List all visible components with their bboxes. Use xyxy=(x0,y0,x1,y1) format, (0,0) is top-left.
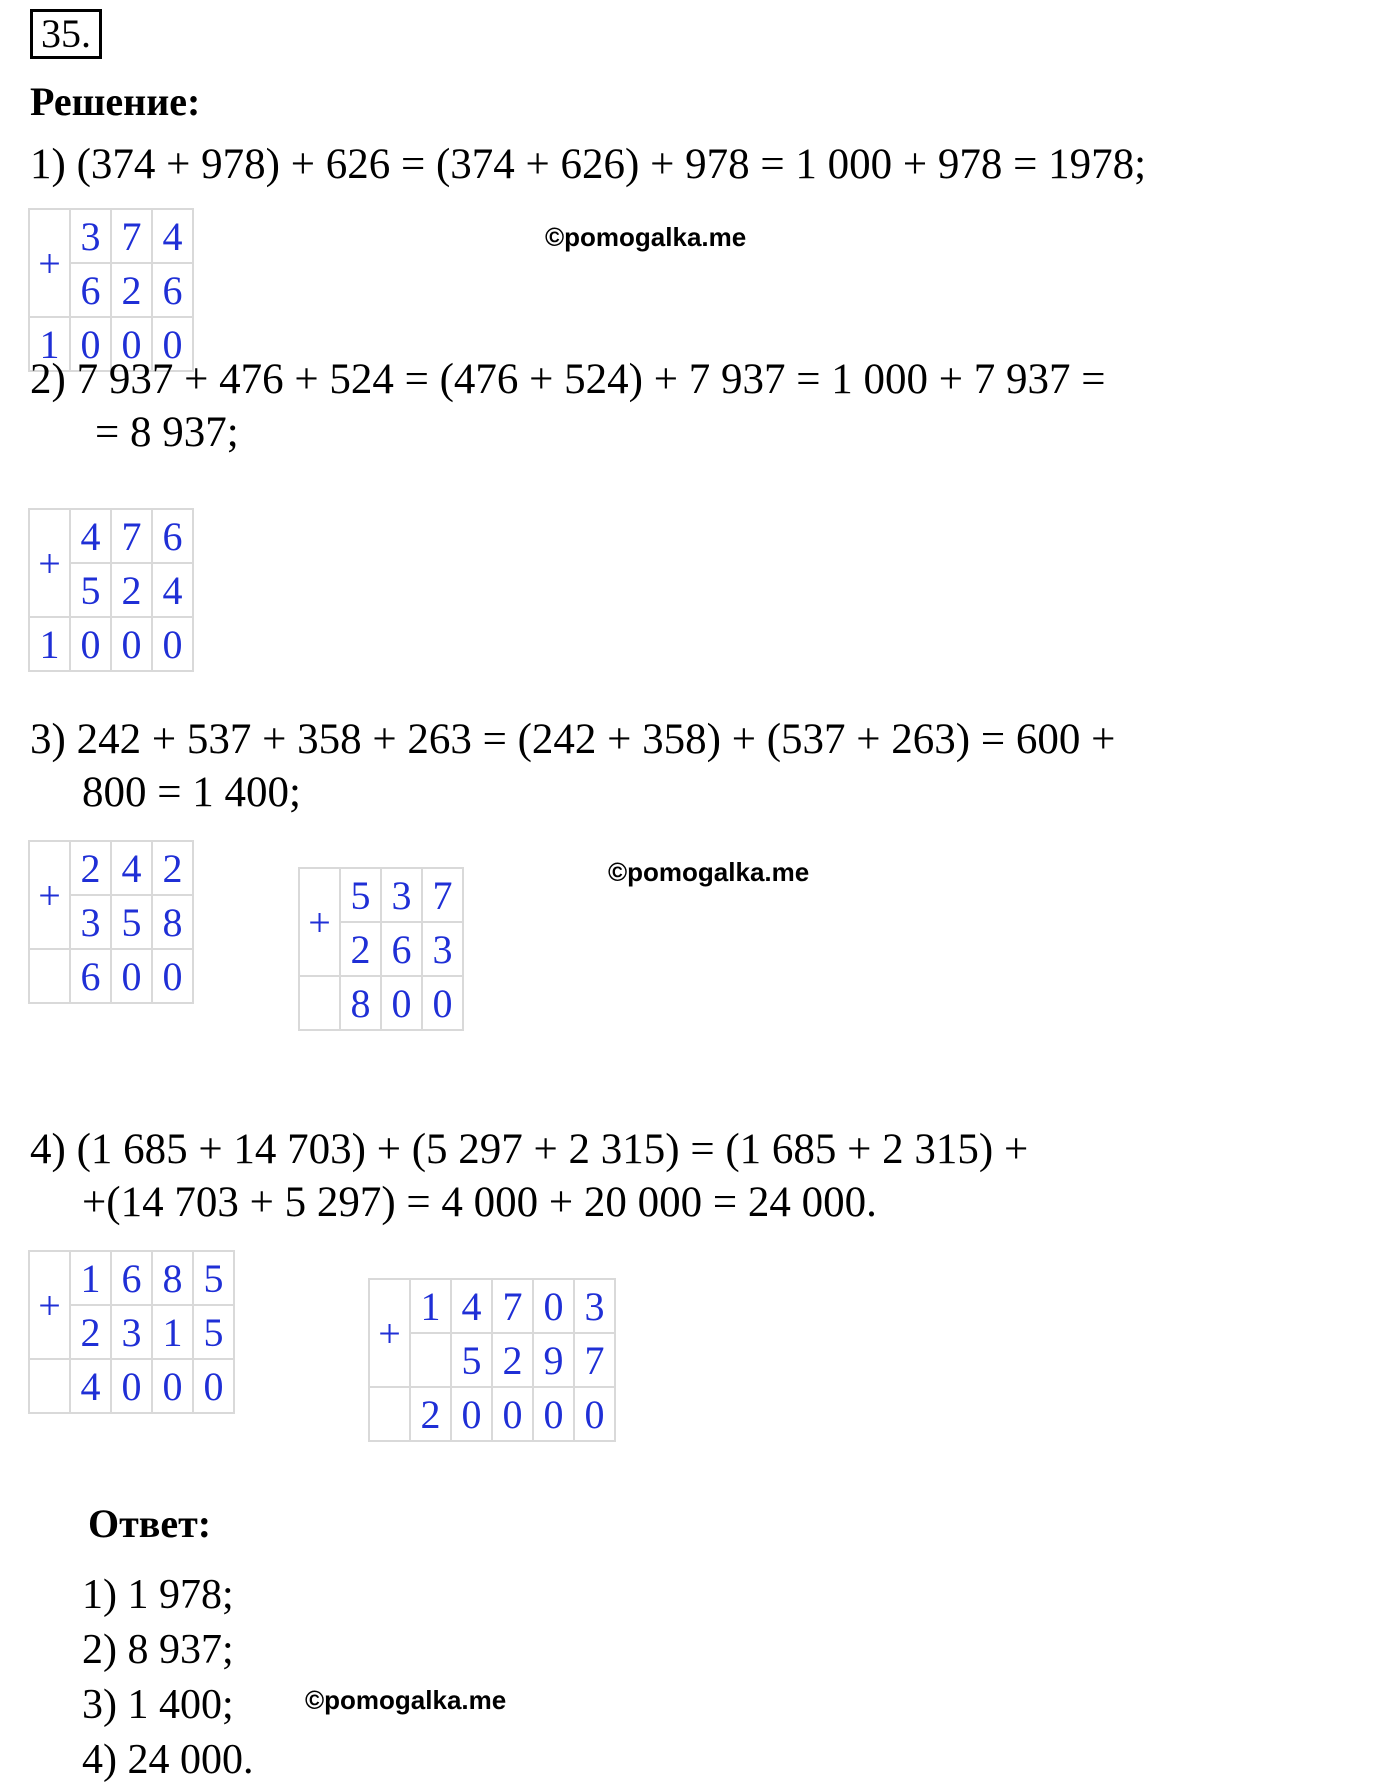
digit: 4 xyxy=(111,841,152,895)
digit: 0 xyxy=(152,617,193,671)
digit: 4 xyxy=(70,1359,111,1413)
answer-item: 3) 1 400; xyxy=(82,1682,234,1728)
digit xyxy=(299,976,340,1030)
digit: 2 xyxy=(70,1305,111,1359)
digit: 2 xyxy=(111,263,152,317)
plus-sign: + xyxy=(29,209,70,317)
digit: 0 xyxy=(451,1387,492,1441)
digit: 7 xyxy=(111,209,152,263)
digit: 2 xyxy=(70,841,111,895)
plus-sign: + xyxy=(29,509,70,617)
digit: 6 xyxy=(152,263,193,317)
digit: 8 xyxy=(152,895,193,949)
digit: 5 xyxy=(193,1305,234,1359)
answer-heading: Ответ: xyxy=(88,1501,212,1546)
digit: 1 xyxy=(29,617,70,671)
solution-line-3b: 800 = 1 400; xyxy=(82,769,301,816)
digit: 7 xyxy=(492,1279,533,1333)
digit: 0 xyxy=(111,1359,152,1413)
digit: 4 xyxy=(451,1279,492,1333)
digit: 0 xyxy=(193,1359,234,1413)
digit: 2 xyxy=(340,922,381,976)
digit: 5 xyxy=(111,895,152,949)
digit: 2 xyxy=(492,1333,533,1387)
answer-item: 4) 24 000. xyxy=(82,1737,254,1783)
digit: 6 xyxy=(111,1251,152,1305)
digit: 6 xyxy=(381,922,422,976)
digit: 6 xyxy=(70,949,111,1003)
digit: 0 xyxy=(152,949,193,1003)
digit: 0 xyxy=(422,976,463,1030)
column-addition-6 xyxy=(368,1278,616,1442)
digit: 0 xyxy=(70,617,111,671)
digit: 3 xyxy=(70,209,111,263)
column-addition-3 xyxy=(28,840,194,1004)
digit: 3 xyxy=(422,922,463,976)
plus-sign: + xyxy=(369,1279,410,1387)
watermark: ©pomogalka.me xyxy=(545,222,747,252)
watermark: ©pomogalka.me xyxy=(608,857,810,887)
task-number: 35. xyxy=(30,9,102,59)
digit xyxy=(29,949,70,1003)
column-addition-5 xyxy=(28,1250,235,1414)
answer-item: 2) 8 937; xyxy=(82,1627,234,1673)
solution-line-4b: +(14 703 + 5 297) = 4 000 + 20 000 = 24 000. xyxy=(82,1179,877,1226)
digit: 0 xyxy=(152,317,193,371)
column-addition-2 xyxy=(28,508,194,672)
column-addition-1 xyxy=(28,208,194,372)
digit: 5 xyxy=(70,563,111,617)
digit: 3 xyxy=(381,868,422,922)
digit: 0 xyxy=(533,1387,574,1441)
digit: 0 xyxy=(381,976,422,1030)
digit: 2 xyxy=(410,1387,451,1441)
digit: 9 xyxy=(533,1333,574,1387)
digit: 1 xyxy=(410,1279,451,1333)
solution-heading: Решение: xyxy=(30,79,201,124)
digit: 0 xyxy=(111,617,152,671)
digit: 1 xyxy=(29,317,70,371)
digit xyxy=(29,1359,70,1413)
digit: 2 xyxy=(152,841,193,895)
answer-item: 1) 1 978; xyxy=(82,1572,234,1618)
solution-line-2b: = 8 937; xyxy=(95,409,239,456)
digit: 7 xyxy=(574,1333,615,1387)
digit: 3 xyxy=(111,1305,152,1359)
digit: 0 xyxy=(533,1279,574,1333)
solution-line-1: 1) (374 + 978) + 626 = (374 + 626) + 978 = 1 000 + 978 = 1978; xyxy=(30,141,1147,188)
digit: 3 xyxy=(574,1279,615,1333)
digit: 0 xyxy=(574,1387,615,1441)
digit: 0 xyxy=(70,317,111,371)
digit: 1 xyxy=(70,1251,111,1305)
digit: 0 xyxy=(111,317,152,371)
digit xyxy=(410,1333,451,1387)
digit: 3 xyxy=(70,895,111,949)
digit: 0 xyxy=(492,1387,533,1441)
digit: 7 xyxy=(422,868,463,922)
digit: 4 xyxy=(152,563,193,617)
digit: 8 xyxy=(340,976,381,1030)
digit: 4 xyxy=(70,509,111,563)
solution-line-4a: 4) (1 685 + 14 703) + (5 297 + 2 315) = (1 685 + 2 315) + xyxy=(30,1126,1029,1173)
digit: 5 xyxy=(451,1333,492,1387)
digit xyxy=(369,1387,410,1441)
digit: 1 xyxy=(152,1305,193,1359)
solution-line-2a: 2) 7 937 + 476 + 524 = (476 + 524) + 7 937 = 1 000 + 7 937 = xyxy=(30,356,1106,403)
digit: 5 xyxy=(193,1251,234,1305)
digit: 4 xyxy=(152,209,193,263)
digit: 7 xyxy=(111,509,152,563)
digit: 0 xyxy=(111,949,152,1003)
solution-line-3a: 3) 242 + 537 + 358 + 263 = (242 + 358) + (537 + 263) = 600 + xyxy=(30,716,1116,763)
plus-sign: + xyxy=(29,841,70,949)
digit: 5 xyxy=(340,868,381,922)
digit: 6 xyxy=(152,509,193,563)
answer-list xyxy=(82,1568,254,1788)
digit: 8 xyxy=(152,1251,193,1305)
digit: 2 xyxy=(111,563,152,617)
digit: 6 xyxy=(70,263,111,317)
plus-sign: + xyxy=(299,868,340,976)
column-addition-4 xyxy=(298,867,464,1031)
plus-sign: + xyxy=(29,1251,70,1359)
digit: 0 xyxy=(152,1359,193,1413)
watermark: ©pomogalka.me xyxy=(305,1685,507,1715)
